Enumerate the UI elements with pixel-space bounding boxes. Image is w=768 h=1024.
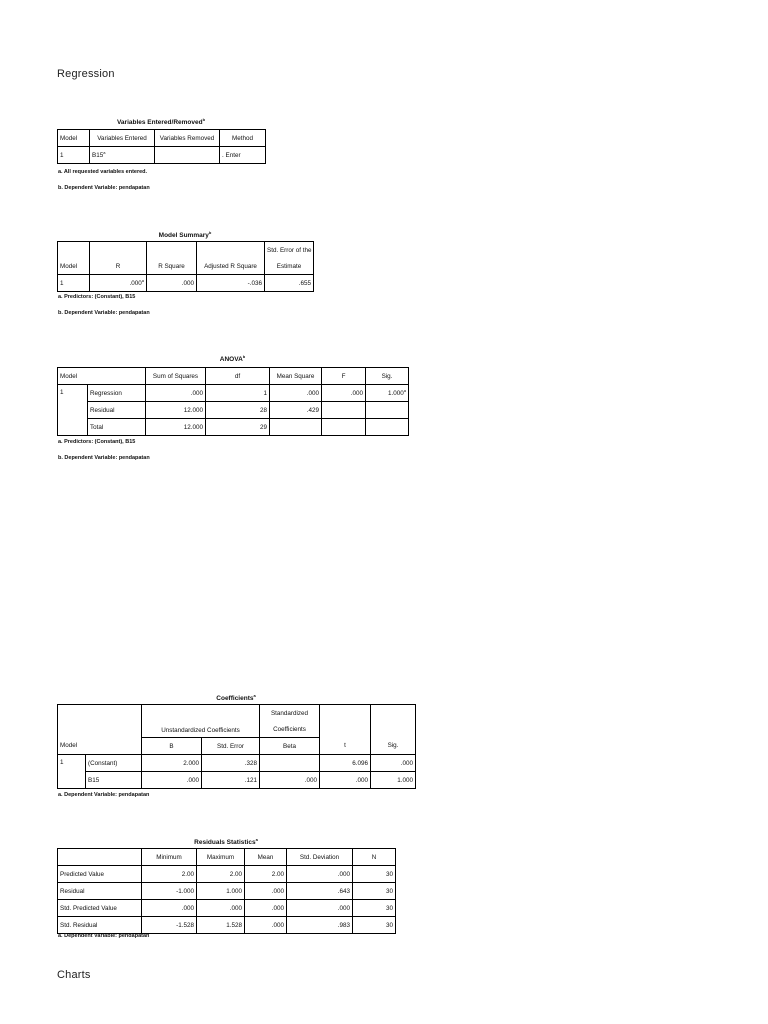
table-cell: .000: [245, 917, 287, 934]
table-cell: 12.000: [146, 402, 206, 419]
table-cell: .000: [197, 900, 245, 917]
table-row: [58, 917, 396, 934]
table-cell: .000: [322, 385, 366, 402]
header-cell: Variables Removed: [155, 130, 220, 147]
table-cell: 29: [206, 419, 270, 436]
variables-entered-title: Variables Entered/Removed$^b$: [116, 117, 206, 127]
header-cell: t: [320, 738, 371, 755]
header-cell: F: [322, 368, 366, 385]
table-cell: Residual: [88, 402, 146, 419]
header-spacer: [320, 705, 371, 722]
charts-heading: Charts: [57, 969, 91, 981]
table-cell: Total: [88, 419, 146, 436]
header-cell: Model: [58, 738, 86, 755]
coefficients-table: [57, 704, 416, 789]
table-cell: -.036: [197, 275, 265, 292]
footnote: a. Dependent Variable: pendapatan: [58, 933, 150, 939]
header-cell: Sig.: [371, 738, 416, 755]
table-header-row: [58, 242, 314, 259]
table-cell: .000: [287, 900, 353, 917]
model-summary-table: [57, 241, 314, 292]
table-header-row: [58, 705, 416, 722]
header-cell: Model: [58, 130, 90, 147]
header-cell: Minimum: [142, 849, 197, 866]
table-cell: .000: [287, 866, 353, 883]
table-cell: 1.000: [371, 772, 416, 789]
table-row: [58, 755, 416, 772]
header-cell: Adjusted R Square: [197, 258, 265, 275]
table-cell: .000: [245, 900, 287, 917]
table-cell: .000: [142, 772, 202, 789]
header-cell: Std. Error: [202, 738, 260, 755]
table-cell: 30: [353, 900, 396, 917]
table-header-row: [58, 738, 416, 755]
header-cell: Model: [58, 258, 90, 275]
header-cell: Variables Entered: [90, 130, 155, 147]
table-cell: .655: [265, 275, 314, 292]
footnote: a. Predictors: (Constant), B15: [58, 439, 136, 445]
table-cell: .000: [146, 385, 206, 402]
table-row: [58, 772, 416, 789]
table-cell: Std. Residual: [58, 917, 142, 934]
table-cell: Predicted Value: [58, 866, 142, 883]
table-cell: .983: [287, 917, 353, 934]
header-cell: Mean: [245, 849, 287, 866]
table-cell: .643: [287, 883, 353, 900]
header-group-standardized: Standardized: [260, 705, 320, 722]
coefficients-title: Coefficients$^a$: [216, 693, 256, 703]
header-group-unstandardized: Unstandardized Coefficients: [142, 705, 260, 738]
footnote: a. All requested variables entered.: [58, 169, 148, 175]
table-cell: [322, 402, 366, 419]
header-spacer: [86, 705, 142, 722]
header-spacer: [88, 368, 146, 385]
table-cell: 2.00: [197, 866, 245, 883]
header-cell: Sum of Squares: [146, 368, 206, 385]
header-spacer: [58, 242, 90, 259]
header-group-standardized: Coefficients: [260, 721, 320, 738]
header-cell: Model: [58, 368, 88, 385]
table-cell: .000: [371, 755, 416, 772]
regression-heading: Regression: [57, 68, 115, 80]
header-spacer: [86, 721, 142, 738]
header-cell: Method: [220, 130, 266, 147]
table-cell: 30: [353, 866, 396, 883]
table-cell: Regression: [88, 385, 146, 402]
header-cell: R Square: [147, 258, 197, 275]
table-cell: 1.000: [197, 883, 245, 900]
table-cell: .000: [320, 772, 371, 789]
table-row: [58, 275, 314, 292]
table-cell: 1: [206, 385, 270, 402]
table-header-row: [58, 130, 266, 147]
table-cell: 1.528: [197, 917, 245, 934]
header-cell: Std. Error of the: [265, 242, 314, 259]
header-cell: Sig.: [366, 368, 409, 385]
table-cell: 1: [58, 275, 90, 292]
header-cell: Estimate: [265, 258, 314, 275]
table-cell: 2.000: [142, 755, 202, 772]
header-cell: df: [206, 368, 270, 385]
footnote: a. Predictors: (Constant), B15: [58, 294, 136, 300]
footnote: b. Dependent Variable: pendapatan: [58, 310, 150, 316]
header-spacer: [86, 738, 142, 755]
table-cell: -1.528: [142, 917, 197, 934]
footnote: a. Dependent Variable: pendapatan: [58, 792, 150, 798]
table-cell: Residual: [58, 883, 142, 900]
table-header-row: [58, 849, 396, 866]
header-cell: N: [353, 849, 396, 866]
header-cell: Mean Square: [270, 368, 322, 385]
model-summary-title: Model Summary$^b$: [158, 230, 212, 240]
table-cell: .328: [202, 755, 260, 772]
table-cell: Std. Predicted Value: [58, 900, 142, 917]
residuals-table: [57, 848, 396, 934]
table-cell: 1: [58, 385, 88, 436]
table-cell: 28: [206, 402, 270, 419]
header-spacer: [58, 705, 86, 722]
header-spacer: [58, 721, 86, 738]
table-cell: .000: [245, 883, 287, 900]
residuals-title: Residuals Statistics$^a$: [194, 837, 258, 847]
header-cell: Beta: [260, 738, 320, 755]
table-cell: 2.00: [142, 866, 197, 883]
header-spacer: [371, 721, 416, 738]
header-cell: [58, 849, 142, 866]
table-cell: [366, 419, 409, 436]
table-cell: .000: [147, 275, 197, 292]
table-cell: .000: [142, 900, 197, 917]
table-row: [58, 419, 409, 436]
table-cell: 1.000$^a$: [366, 385, 409, 402]
table-cell: B15$^a$: [90, 147, 155, 164]
table-row: [58, 866, 396, 883]
table-cell: 1: [58, 755, 86, 789]
table-cell: 12.000: [146, 419, 206, 436]
table-cell: .121: [202, 772, 260, 789]
header-spacer: [90, 242, 147, 259]
variables-entered-table: [57, 129, 266, 164]
table-cell: .000: [260, 772, 320, 789]
header-cell: Std. Deviation: [287, 849, 353, 866]
table-cell: [322, 419, 366, 436]
table-row: [58, 883, 396, 900]
table-row: [58, 147, 266, 164]
table-row: [58, 402, 409, 419]
table-header-row: [58, 258, 314, 275]
table-cell: 2.00: [245, 866, 287, 883]
table-row: [58, 385, 409, 402]
header-cell: B: [142, 738, 202, 755]
table-cell: [260, 755, 320, 772]
header-spacer: [320, 721, 371, 738]
table-cell: .000$^a$: [90, 275, 147, 292]
table-cell: . Enter: [220, 147, 266, 164]
footnote: b. Dependent Variable: pendapatan: [58, 455, 150, 461]
table-cell: 1: [58, 147, 90, 164]
table-cell: [155, 147, 220, 164]
header-spacer: [371, 705, 416, 722]
table-cell: .000: [270, 385, 322, 402]
header-cell: R: [90, 258, 147, 275]
table-cell: 30: [353, 917, 396, 934]
table-cell: 6.096: [320, 755, 371, 772]
table-cell: [366, 402, 409, 419]
table-cell: .429: [270, 402, 322, 419]
table-cell: B15: [86, 772, 142, 789]
table-cell: 30: [353, 883, 396, 900]
table-header-row: [58, 368, 409, 385]
table-cell: [270, 419, 322, 436]
header-spacer: [147, 242, 197, 259]
table-cell: (Constant): [86, 755, 142, 772]
table-row: [58, 900, 396, 917]
footnote: b. Dependent Variable: pendapatan: [58, 185, 150, 191]
table-cell: -1.000: [142, 883, 197, 900]
anova-table: [57, 367, 409, 436]
anova-title: ANOVA$^b$: [219, 354, 246, 364]
header-spacer: [197, 242, 265, 259]
header-cell: Maximum: [197, 849, 245, 866]
